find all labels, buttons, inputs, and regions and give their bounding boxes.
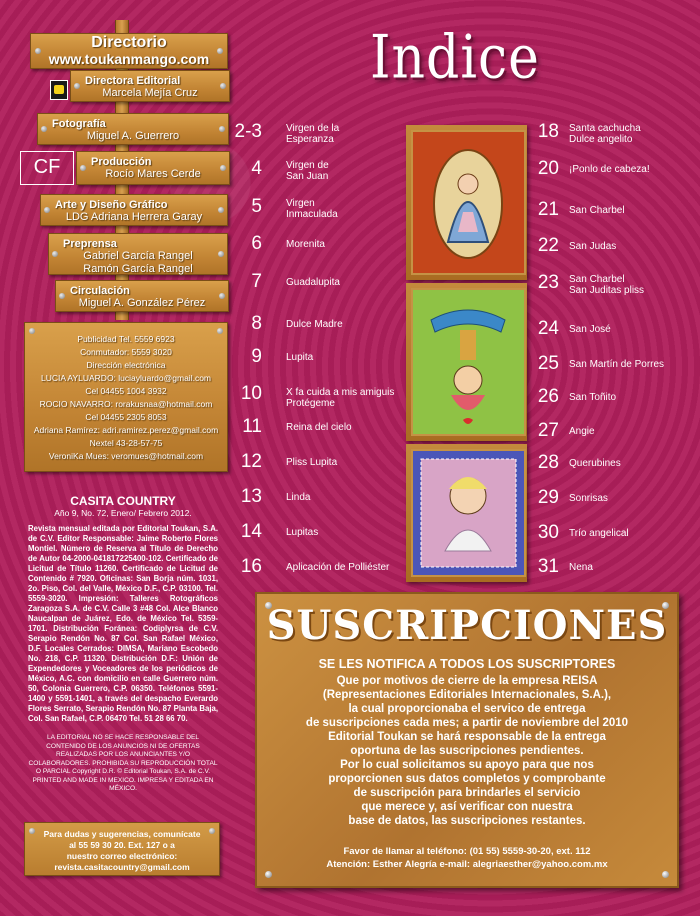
angel-ornament-image xyxy=(411,288,526,436)
nail-icon xyxy=(29,828,35,834)
virgin-illustration-icon xyxy=(413,132,524,273)
index-page-number: 14 xyxy=(240,521,262,542)
girl-quilt-image xyxy=(411,449,526,577)
section-plank-fotografia xyxy=(37,113,229,145)
publisher-logo-icon xyxy=(50,80,68,100)
nail-icon xyxy=(44,207,50,213)
directory-title: Directorio xyxy=(91,34,167,51)
index-entry-label: Lupita xyxy=(286,352,314,363)
index-entry-label: Santa cachucha Dulce angelito xyxy=(569,123,641,145)
section-name: Marcela Mejía Cruz xyxy=(102,87,198,99)
contact-line[interactable]: Adriana Ramírez: adri.ramirez.perez@gmail.com xyxy=(33,425,219,435)
index-page-number: 12 xyxy=(240,451,262,472)
index-entry-label: Morenita xyxy=(286,239,325,250)
section-title: Fotografía xyxy=(52,118,106,130)
angel-illustration-icon xyxy=(413,290,524,434)
nail-icon xyxy=(219,126,225,132)
directory-url[interactable]: www.toukanmango.com xyxy=(48,51,210,67)
subscriptions-footer xyxy=(267,845,667,871)
index-entry-label: San Charbel San Juditas pliss xyxy=(569,274,645,296)
nail-icon xyxy=(218,207,224,213)
contacts-plank xyxy=(24,322,228,472)
index-page-number: 24 xyxy=(537,318,559,339)
index-page-number: 4 xyxy=(251,158,262,179)
contact-line[interactable]: LUCIA AYLUARDO: luciayluardo@gmail.com xyxy=(40,373,212,383)
section-title: Directora Editorial xyxy=(85,75,181,87)
index-entry-label: Linda xyxy=(286,492,311,503)
feedback-email[interactable]: revista.casitacountry@gmail.com xyxy=(54,862,190,872)
section-title: Circulación xyxy=(70,285,130,297)
section-name: Ramón García Rangel xyxy=(83,263,193,275)
index-page-number: 28 xyxy=(537,452,559,473)
directory-header-plank xyxy=(30,33,228,69)
nail-icon xyxy=(80,165,86,171)
nail-icon xyxy=(52,251,58,257)
index-page-number: 9 xyxy=(251,346,262,367)
index-page-number: 25 xyxy=(537,353,559,374)
index-page-number: 29 xyxy=(537,487,559,508)
index-entry-label: Reina del cielo xyxy=(286,422,352,433)
index-page-number: 10 xyxy=(240,383,262,404)
magazine-issue: Año 9, No. 72, Enero/ Febrero 2012. xyxy=(54,508,192,518)
index-page-number: 18 xyxy=(537,121,559,142)
section-plank-produccion xyxy=(76,151,230,185)
section-name: Gabriel García Rangel xyxy=(83,250,193,262)
magazine-title: CASITA COUNTRY xyxy=(70,494,176,508)
index-page-number: 20 xyxy=(537,158,559,179)
index-page-number: 5 xyxy=(251,196,262,217)
feedback-line: Para dudas y sugerencias, comunícate xyxy=(43,829,201,839)
subscriptions-email[interactable]: Atención: Esther Alegría e-mail: alegriaesther@yahoo.com.mx xyxy=(326,859,608,870)
section-title: Preprensa xyxy=(63,238,117,250)
index-page-number: 30 xyxy=(537,522,559,543)
index-page-number: 8 xyxy=(251,313,262,334)
index-page-number: 6 xyxy=(251,233,262,254)
nail-icon xyxy=(209,828,215,834)
index-page-number: 7 xyxy=(251,271,262,292)
index-entry-label: Sonrisas xyxy=(569,493,608,504)
subscriptions-panel xyxy=(255,592,679,888)
index-entry-label: Angie xyxy=(569,426,595,437)
nail-icon xyxy=(35,48,41,54)
index-entry-label: Querubines xyxy=(569,458,621,469)
index-page-number: 16 xyxy=(240,556,262,577)
nail-icon xyxy=(220,83,226,89)
girl-quilt-illustration-icon xyxy=(413,451,524,575)
index-entry-label: Aplicación de Polliéster xyxy=(286,562,390,573)
magazine-legal-text: Revista mensual editada por Editorial Toukan, S.A. de C.V. Editor Responsable: Jaime Roberto Flores Montiel. Número de Reserva al Título de Derecho de Autor 04-2000-041817225400-102. Certificado de Licitud de Título 11260. Certificado de Licitud de Contenido # 7920. Oficinas: San Borja núm. 1031, 2o. Piso, Col. del Valle, México D.F., C.P. 03100. Tel. 5559-3020. Impresión: Talleres Rotográficos Zaragoza S.A. de C.V. Calle 3 #48 Col. Alce Blanco Naucalpan de Juárez, Edo. de México Tel. 5359-1701. Distribución Foránea: Codiplyrsa de C.V. Serapio Rendón No. 87 Col. San Rafael México, D.F. Locales Cerrados: DIMSA, Mariano Escobedo No. 218, C.P. 11320. Distribución D.F.: Unión de Expendedores y Voceadores de los periódicos de México, A.C. con domicilio en calle Guerrero núm. 50, Colonia Guerrero, C.P. 06350. Teléfonos 5591-1400 y 5591-1401, a través del despacho Everardo Flores Serrato, Serapio Rendón No. 87 Planta Baja, Col. San Rafael, C.P. 06470 Tel. 51 28 66 70. xyxy=(28,524,218,723)
contact-line: Dirección electrónica xyxy=(86,360,166,370)
feedback-contact-box xyxy=(24,822,220,876)
index-entry-label: San Toñito xyxy=(569,392,617,403)
contact-line: Conmutador: 5559 3020 xyxy=(80,347,172,357)
index-entry-label: Guadalupita xyxy=(286,277,340,288)
feedback-line: nuestro correo electrónico: xyxy=(66,851,178,861)
index-page-number: 2-3 xyxy=(234,121,262,142)
magazine-disclaimer: LA EDITORIAL NO SE HACE RESPONSABLE DEL CONTENIDO DE LOS ANUNCIOS NI DE OFERTAS REALIZADAS POR LOS ANUNCIANTES Y/O COLABORADORES. PROHIBIDA SU REPRODUCCIÓN TOTAL O PARCIAL Copyright D.R. © Editorial Toukan, S.A. de C.V. PRINTED AND MADE IN MEXICO. IMPRESA Y EDITADA EN MÉXICO. xyxy=(28,734,218,792)
index-entry-label: Virgen Inmaculada xyxy=(286,198,338,220)
index-page-number: 26 xyxy=(537,386,559,407)
nail-icon xyxy=(219,293,225,299)
virgin-ornament-image xyxy=(411,130,526,275)
section-title: Producción xyxy=(91,156,152,168)
section-plank-arte xyxy=(40,194,228,226)
nail-icon xyxy=(217,48,223,54)
section-plank-preprensa xyxy=(48,233,228,275)
section-name: Rocío Mares Cerde xyxy=(105,168,201,180)
index-entry-label: Trío angelical xyxy=(569,528,629,539)
section-name: Miguel A. Guerrero xyxy=(86,130,180,142)
index-entry-label: Nena xyxy=(569,562,593,573)
nail-icon xyxy=(74,83,80,89)
nail-icon xyxy=(265,871,272,878)
section-plank-circulacion xyxy=(55,280,229,312)
nail-icon xyxy=(59,293,65,299)
contact-line: Cel 04455 1004 3932 xyxy=(85,386,167,396)
index-entry-label: Virgen de San Juan xyxy=(286,160,329,182)
nail-icon xyxy=(29,328,35,334)
index-entry-label: Dulce Madre xyxy=(286,319,343,330)
nail-icon xyxy=(41,126,47,132)
index-entry-label: San José xyxy=(569,324,611,335)
contact-line: Cel 04455 2305 8053 xyxy=(85,412,167,422)
subscriptions-title: SUSCRIPCIONES xyxy=(266,602,668,649)
index-entry-label: Pliss Lupita xyxy=(286,457,338,468)
index-entry-label: San Charbel xyxy=(569,205,625,216)
index-entry-label: X fa cuida a mis amiguis Protégeme xyxy=(286,387,395,409)
index-entry-label: Virgen de la Esperanza xyxy=(286,123,340,145)
feedback-line: al 55 59 30 20. Ext. 127 o a xyxy=(69,840,175,850)
contact-line: Nextel 43-28-57-75 xyxy=(89,438,163,448)
nail-icon xyxy=(662,871,669,878)
nail-icon xyxy=(218,251,224,257)
nail-icon xyxy=(220,165,226,171)
magazine-legal-block xyxy=(28,494,218,794)
contact-line: Publicidad Tel. 5559 6923 xyxy=(77,334,175,344)
index-page-number: 21 xyxy=(537,199,559,220)
section-plank-directora xyxy=(70,70,230,102)
subscriptions-body: Que por motivos de cierre de la empresa REISA (Representaciones Editoriales Internacionales, S.A.), la cual proporcionaba el servico de entrega de suscripciones cada mes; a partir de noviembre del 2010 Editorial Toukan se hará responsable de la entrega oportuna de las suscripciones pendientes. Por lo cual solicitamos su apoyo para que nos proporcionen sus datos completos y comprobante de suscripción para brindarles el servicio que merece y, así verificar con nuestra base de datos, las suscripciones restantes. xyxy=(305,675,629,827)
section-title: Arte y Diseño Gráfico xyxy=(55,199,168,211)
subscriptions-subtitle: SE LES NOTIFICA A TODOS LOS SUSCRIPTORES xyxy=(318,657,616,671)
subscriptions-phone[interactable]: Favor de llamar al teléfono: (01 55) 5559-30-20, ext. 112 xyxy=(343,846,591,857)
nail-icon xyxy=(217,328,223,334)
index-page-number: 23 xyxy=(537,272,559,293)
section-name: Miguel A. González Pérez xyxy=(78,297,206,309)
index-page-number: 13 xyxy=(240,486,262,507)
section-name: LDG Adriana Herrera Garay xyxy=(65,211,203,223)
index-page-number: 22 xyxy=(537,235,559,256)
contact-line[interactable]: ROCIO NAVARRO: rorakusnaa@hotmail.com xyxy=(39,399,213,409)
contact-line[interactable]: VeroniKa Mues: veromues@hotmail.com xyxy=(48,451,204,461)
index-entry-label: San Martín de Porres xyxy=(569,359,665,370)
index-entry-label: Lupitas xyxy=(286,527,319,538)
index-entry-label: San Judas xyxy=(569,241,617,252)
index-page-number: 27 xyxy=(537,420,559,441)
index-title: Indice xyxy=(370,23,540,93)
index-page-number: 11 xyxy=(242,416,262,437)
cf-logo: CF xyxy=(20,151,74,185)
index-page-number: 31 xyxy=(537,556,559,577)
index-entry-label: ¡Ponlo de cabeza! xyxy=(569,164,650,175)
